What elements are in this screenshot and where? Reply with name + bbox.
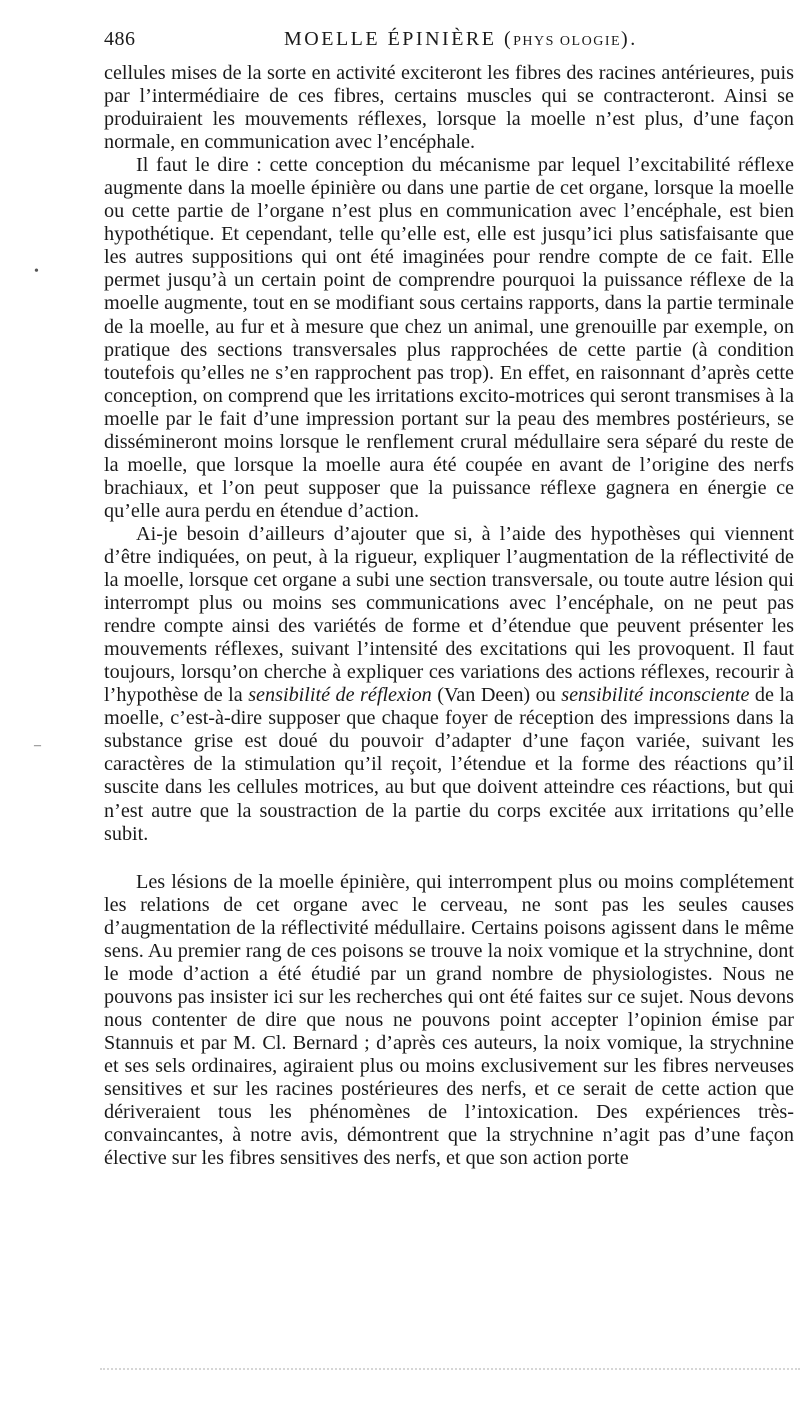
paragraph-2: Il faut le dire : cette conception du mécanisme par lequel l’excitabilité réflexe augmente dans la moelle épinière ou dans une partie de cet organe, lorsque la moelle ou cette partie de l’organe n’est plus en communication avec l’encéphale, est bien hypothétique. Et cependant, telle qu’elle est, elle est jusqu’ici plus satisfaisante que les autres suppositions qui ont été imaginées pour rendre compte de ce fait. Elle permet jusqu’à un certain point de comprendre pourquoi la puissance réflexe de la moelle augmente, tout en se modifiant sous certains rapports, dans la partie terminale de la moelle, au fur et à mesure que chez un animal, une grenouille par exemple, on pratique des sections transversales plus rapprochées de cette partie (à condition toutefois qu’elles ne s’en rapprochent pas trop). En effet, en raisonnant d’après cette conception, on comprend que les irritations excito-motrices qui seront transmises à la moelle par le fait d’une impression portant sur la peau des membres postérieurs, se dissémineront moins lorsque le renflement crural médullaire sera séparé du reste de la moelle, que lorsque la moelle aura été coupée en avant de l’origine des nerfs brachiaux, et l’on peut supposer que la puissance réflexe gagnera en énergie ce qu’elle aura perdu en étendue d’action. [104,154,794,522]
running-title-subject: PHYS OLOGIE [513,34,622,49]
footer-dotted-rule [100,1368,800,1370]
paragraph-3-text-a: Ai-je besoin d’ailleurs d’ajouter que si, à l’aide des hypothèses qui viennent d’être indiquées, on peut, à la rigueur, expliquer l’augmentation de la réflectivité de la moelle, lorsque cet organe a subi une section transversale, ou toute autre lésion qui interrompt plus ou moins ses communications avec l’encéphale, on ne peut pas rendre compte ainsi des variétés de forme et d’étendue que peuvent présenter les mouvements réflexes, suivant l’intensité des excitations qui les provoquent. Il faut toujours, lorsqu’on cherche à expliquer ces variations des actions réflexes, recourir à l’hypothèse de la [104,522,794,707]
body-text [104,62,794,1170]
running-title-end: ). [621,28,638,50]
term-sensibilite-de-reflexion: sensibilité de réflexion [248,684,432,707]
margin-dash-mark: – [34,738,41,753]
paragraph-3-text-c: de la moelle, c’est-à-dire supposer que chaque foyer de réception des impressions dans la substance grise est doué du pouvoir d’adapter d’une façon variée, suivant les caractères de la stimulation qu’il reçoit, l’étendue et la forme des réactions qu’il suscite dans les cellules motrices, au but que doivent atteindre ces réactions, but qui n’est autre que la soustraction de la partie du corps excitée aux irritations qu’elle subit. [104,684,795,845]
paragraph-3 [104,523,794,846]
running-title [284,28,638,51]
running-header [104,28,794,58]
paragraph-3-text-b: (Van Deen) ou [431,684,562,707]
term-sensibilite-inconsciente: sensibilité inconsciente [561,684,750,707]
paragraph-4: Les lésions de la moelle épinière, qui interrompent plus ou moins complétement les relations de cet organe avec le cerveau, ne sont pas les seules causes d’augmentation de la réflectivité médullaire. Certains poisons agissent dans le même sens. Au premier rang de ces poisons se trouve la noix vomique et la strychnine, dont le mode d’action a été étudié par un grand nombre de physiologistes. Nous ne pouvons pas insister ici sur les recherches qui ont été faites sur ce sujet. Nous devons nous contenter de dire que nous ne pouvons point accepter l’opinion émise par Stannuis et par M. Cl. Bernard ; d’après ces auteurs, la noix vomique, la strychnine et ses sels ordinaires, agiraient plus ou moins exclusivement sur les fibres nerveuses sensitives et sur les racines postérieures des nerfs, et ce serait de cette action que dériveraient tous les phénomènes de l’intoxication. Des expériences très-convaincantes, à notre avis, démontrent que la strychnine n’agit pas d’une façon élective sur les fibres sensitives des nerfs, et que son action porte [104,870,794,1170]
page-number: 486 [104,28,136,50]
paragraph-1: cellules mises de la sorte en activité exciteront les fibres des racines antérieures, puis par l’intermédiaire de ces fibres, certains muscles qui se contracteront. Ainsi se produiraient les mouvements réflexes, lorsque la moelle n’est plus, d’une façon normale, en communication avec l’encéphale. [104,62,794,154]
margin-dot-mark: • [34,264,39,279]
running-title-main: MOELLE ÉPINIÈRE ( [284,28,514,50]
